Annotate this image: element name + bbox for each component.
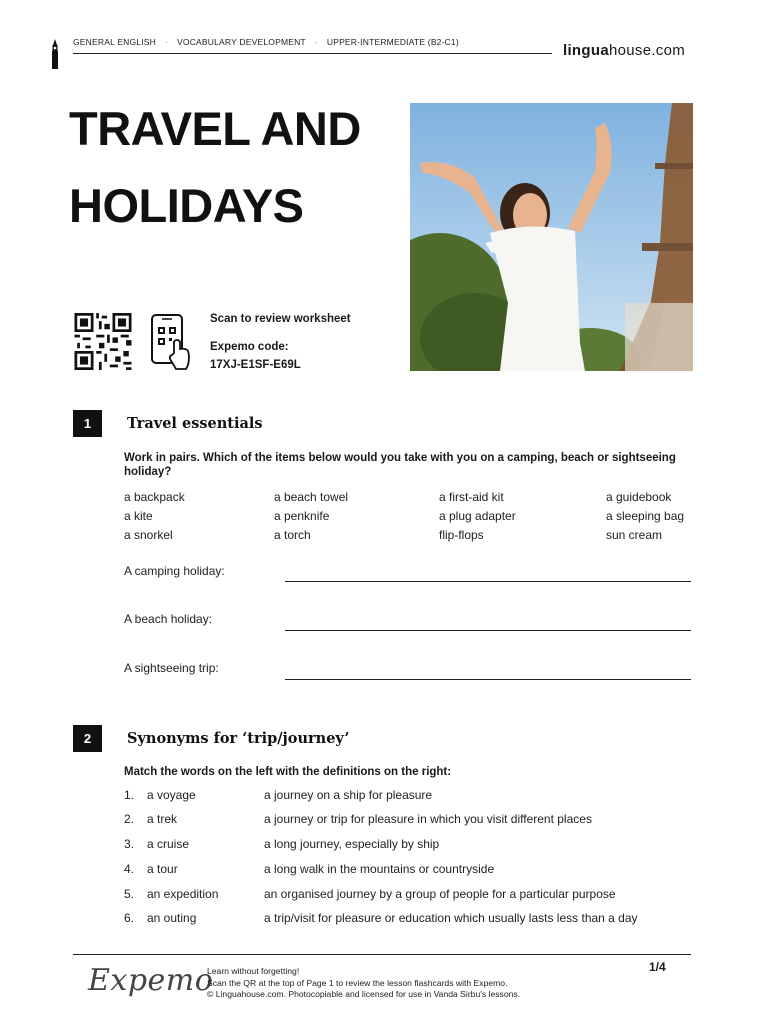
match-number: 2.: [124, 812, 135, 826]
vocab-item: a snorkel: [124, 528, 173, 542]
answer-label-sightseeing: A sightseeing trip:: [124, 661, 219, 675]
vocab-item: sun cream: [606, 528, 663, 542]
match-number: 5.: [124, 887, 135, 901]
answer-line-beach[interactable]: [285, 630, 691, 631]
brand-logo[interactable]: linguahouse.com: [563, 42, 686, 59]
title-line-2: HOLIDAYS: [69, 179, 304, 232]
qr-code-icon[interactable]: [73, 313, 133, 370]
page-number: 1/4: [649, 960, 666, 974]
answer-label-camping: A camping holiday:: [124, 564, 225, 578]
breadcrumb: GENERAL ENGLISH · VOCABULARY DEVELOPMENT · UPPER-INTERMEDIATE (B2-C1): [73, 37, 459, 47]
match-number: 3.: [124, 837, 135, 851]
section-1-instruction: Work in pairs. Which of the items below would you take with you on a camping, beach or sightseeing holiday?: [124, 452, 676, 478]
vocab-item: a torch: [274, 528, 311, 542]
match-definition: a journey on a ship for pleasure: [264, 788, 433, 802]
answer-label-beach: A beach holiday:: [124, 612, 213, 626]
vocab-item: a backpack: [124, 490, 185, 504]
page-title: [69, 90, 409, 244]
vocab-item: a plug adapter: [439, 509, 516, 523]
vocab-item: a penknife: [274, 509, 330, 523]
match-number: 6.: [124, 911, 135, 925]
header-divider: [73, 53, 552, 54]
title-line-1: TRAVEL AND: [69, 102, 361, 155]
section-1-title: Travel essentials: [127, 415, 263, 432]
expemo-code: 17XJ-E1SF-E69L: [210, 359, 301, 371]
match-word: an outing: [147, 911, 197, 925]
match-definition: a journey or trip for pleasure in which you visit different places: [264, 812, 592, 826]
match-number: 4.: [124, 862, 135, 876]
big-ben-icon: [50, 39, 60, 69]
footer-instructions: Scan the QR at the top of Page 1 to review the lesson flashcards with Expemo.: [207, 977, 508, 988]
phone-scan-icon: [150, 313, 192, 371]
match-word: a voyage: [147, 788, 196, 802]
vocab-item: a beach towel: [274, 490, 349, 504]
answer-line-camping[interactable]: [285, 581, 691, 582]
match-definition: a long walk in the mountains or countryside: [264, 862, 495, 876]
section-2-number: 2: [73, 725, 102, 752]
scan-label: Scan to review worksheet: [210, 313, 351, 325]
expemo-code-label: Expemo code:: [210, 341, 289, 353]
match-definition: a long journey, especially by ship: [264, 837, 440, 851]
match-definition: a trip/visit for pleasure or education which usually lasts less than a day: [264, 911, 638, 925]
section-2-instruction: Match the words on the left with the definitions on the right:: [124, 766, 452, 778]
match-word: an expedition: [147, 887, 219, 901]
section-2-title: Synonyms for ‘trip/journey’: [127, 730, 350, 747]
section-1-number: 1: [73, 410, 102, 437]
footer-tagline: Learn without forgetting!: [207, 966, 300, 976]
expemo-logo[interactable]: Expemo: [88, 963, 214, 998]
hero-photo: [410, 103, 693, 371]
vocab-item: a sleeping bag: [606, 509, 685, 523]
vocab-item: flip-flops: [439, 528, 484, 542]
vocab-item: a guidebook: [606, 490, 672, 504]
footer-divider: [73, 954, 691, 955]
footer-copyright: © Linguahouse.com. Photocopiable and licensed for use in Vanda Sirbu's lessons.: [207, 989, 521, 999]
scan-info: [210, 312, 351, 372]
match-definition: an organised journey by a group of people for a particular purpose: [264, 887, 616, 901]
footer-text: [207, 966, 520, 1001]
vocab-item: a first-aid kit: [439, 490, 504, 504]
match-word: a tour: [147, 862, 178, 876]
breadcrumb-course: GENERAL ENGLISH: [73, 37, 156, 47]
match-word: a trek: [147, 812, 178, 826]
breadcrumb-level: UPPER-INTERMEDIATE (B2-C1): [326, 37, 459, 47]
vocab-item: a kite: [124, 509, 153, 523]
answer-line-sightseeing[interactable]: [285, 679, 691, 680]
breadcrumb-category: VOCABULARY DEVELOPMENT: [177, 37, 306, 47]
match-word: a cruise: [147, 837, 190, 851]
match-number: 1.: [124, 788, 135, 802]
